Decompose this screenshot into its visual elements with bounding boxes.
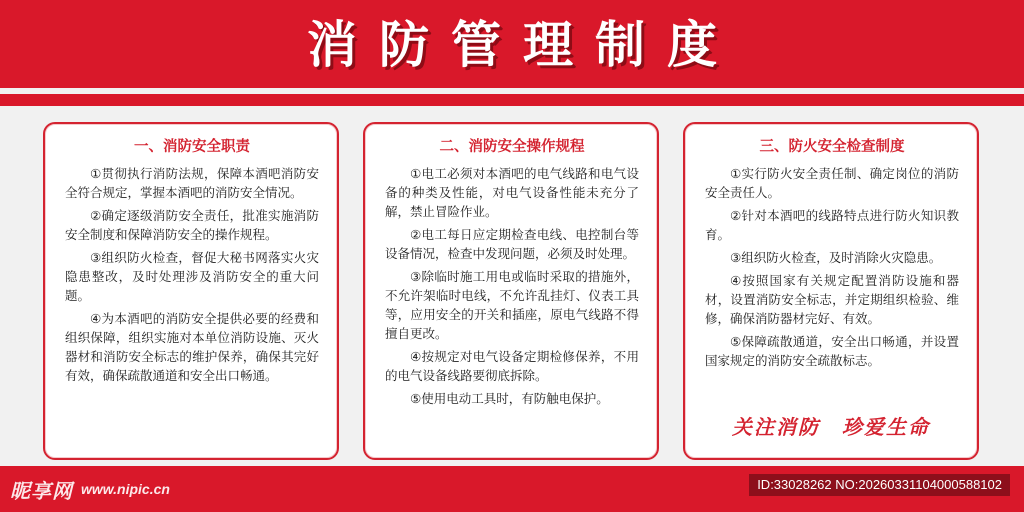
list-item: ②确定逐级消防安全责任，批准实施消防安全制度和保障消防安全的操作规程。 xyxy=(65,208,319,242)
slogan: 关注消防 珍爱生命 xyxy=(732,415,930,439)
header-stripe xyxy=(0,94,1024,106)
list-item: ③组织防火检查，及时消除火灾隐患。 xyxy=(730,250,942,265)
list-item: ④为本酒吧的消防安全提供必要的经费和组织保障，组织实施对本单位消防设施、灭火器材和消防安全标志的维护保养，确保其完好有效，确保疏散通道和安全出口畅通。 xyxy=(65,311,319,383)
panel-heading: 三、防火安全检查制度 xyxy=(759,139,905,155)
list-item: ③除临时施工用电或临时采取的措施外，不允许架临时电线，不允许乱挂灯、仪表工具等，应用安全的开关和插座，原电气线路不得擅自更改。 xyxy=(385,269,639,341)
panel-heading: 一、消防安全职责 xyxy=(134,139,250,155)
panel-operating-procedures xyxy=(363,122,659,460)
watermark xyxy=(10,476,170,502)
list-item: ④按照国家有关规定配置消防设施和器材，设置消防安全标志，并定期组织检验、维修，确保消防器材完好、有效。 xyxy=(705,273,959,326)
list-item: ⑤保障疏散通道，安全出口畅通，并设置国家规定的消防安全疏散标志。 xyxy=(705,334,959,368)
image-id-label: ID:33028262 NO:20260331104000588102 xyxy=(749,474,1010,496)
list-item: ①电工必须对本酒吧的电气线路和电气设备的种类及性能，对电气设备性能未充分了解，禁止冒险作业。 xyxy=(385,166,639,219)
list-item: ①实行防火安全责任制、确定岗位的消防安全责任人。 xyxy=(705,166,959,200)
panel-inspection-system xyxy=(683,122,979,460)
list-item: ③组织防火检查，督促大秘书网落实火灾隐患整改，及时处理涉及消防安全的重大问题。 xyxy=(65,250,319,303)
panel-heading: 二、消防安全操作规程 xyxy=(439,139,585,155)
list-item: ⑤使用电动工具时，有防触电保护。 xyxy=(410,391,609,406)
watermark-name: 昵享网 xyxy=(10,478,73,503)
panel-fire-safety-duties xyxy=(43,122,339,460)
watermark-url: www.nipic.cn xyxy=(81,481,170,497)
list-item: ④按规定对电气设备定期检修保养，不用的电气设备线路要彻底拆除。 xyxy=(385,349,639,383)
list-item: ②电工每日应定期检查电线、电控制台等设备情况，检查中发现问题，必须及时处理。 xyxy=(385,227,639,261)
page-title: 消防管理制度 xyxy=(307,16,739,74)
list-item: ①贯彻执行消防法规，保障本酒吧消防安全符合规定，掌握本酒吧的消防安全情况。 xyxy=(65,166,319,200)
list-item: ②针对本酒吧的线路特点进行防火知识教育。 xyxy=(705,208,959,242)
